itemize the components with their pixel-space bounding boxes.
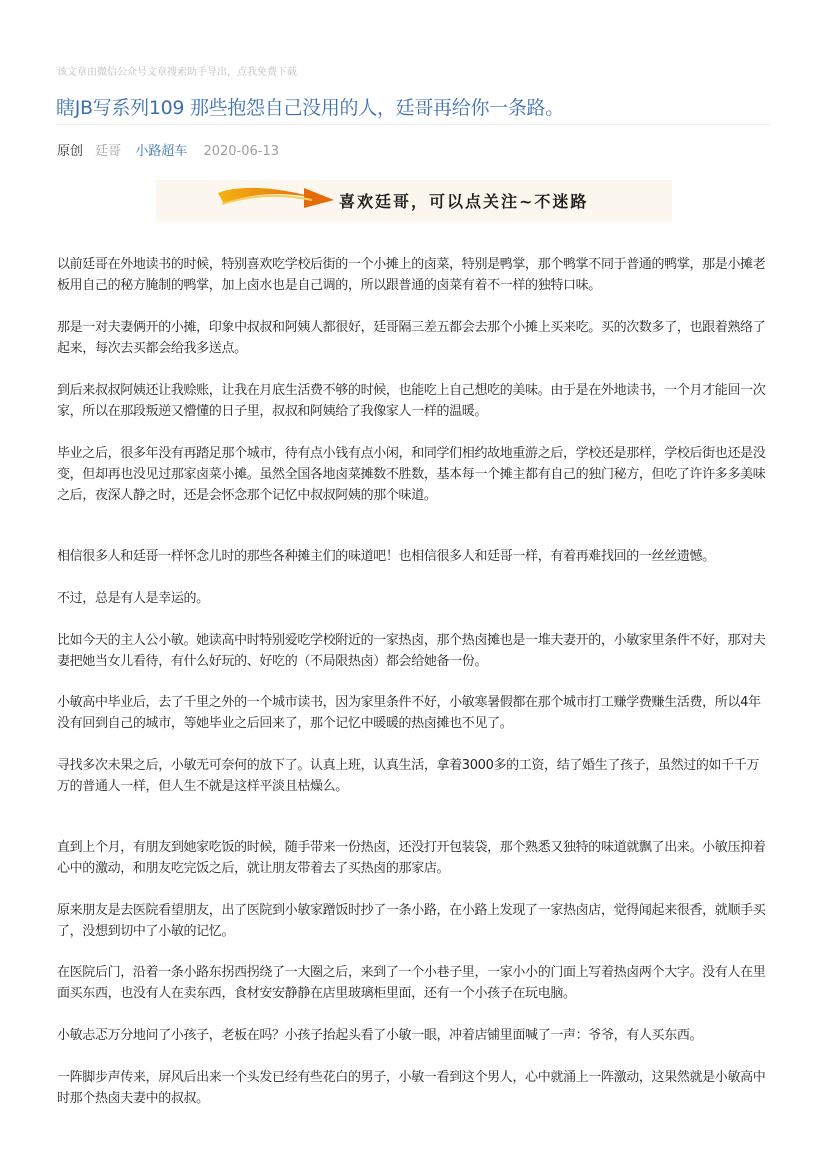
paragraph: 以前廷哥在外地读书的时候，特别喜欢吃学校后街的一个小摊上的卤菜，特别是鸭掌，那个鸭掌不同于普通的鸭掌，那是小摊老板用自己的秘方腌制的鸭掌，加上卤水也是自己调的，所以跟普通的卤菜有着不一样的独特口味。: [57, 257, 766, 293]
original-label: 原创: [57, 144, 84, 159]
paragraph: 相信很多人和廷哥一样怀念儿时的那些各种摊主们的味道吧！也相信很多人和廷哥一样，有着再难找回的一丝丝遗憾。: [57, 549, 715, 564]
paragraph: 毕业之后，很多年没有再踏足那个城市，待有点小钱有点小闲，和同学们相约故地重游之后，学校还是那样，学校后街也还是没变，但却再也没见过那家卤菜小摊。虽然全国各地卤菜摊数不胜数，基本每一个摊主都有自己的独门秘方，但吃了许许多多美味之后，夜深人静之时，还是会怀念那个记忆中叔叔阿姨的那个味道。: [57, 446, 766, 503]
paragraph: 那是一对夫妻俩开的小摊，印象中叔叔和阿姨人都很好，廷哥隔三差五都会去那个小摊上买来吃。买的次数多了，也跟着熟络了起来，每次去买都会给我多送点。: [57, 320, 766, 356]
follow-banner: [156, 180, 672, 222]
paragraph: 比如今天的主人公小敏。她读高中时特别爱吃学校附近的一家热卤，那个热卤摊也是一堆夫妻开的，小敏家里条件不好，那对夫妻把她当女儿看待，有什么好玩的、好吃的（不局限热卤）都会给她备一份。: [57, 633, 766, 669]
title-divider: [56, 124, 770, 125]
account-link[interactable]: 小路超车: [135, 144, 188, 159]
paragraph: 寻找多次未果之后，小敏无可奈何的放下了。认真上班，认真生活，拿着3000多的工资，结了婚生了孩子，虽然过的如千千万万的普通人一样，但人生不就是这样平淡且枯燥么。: [57, 758, 760, 794]
author-name: 廷哥: [95, 144, 122, 159]
export-notice-link[interactable]: 该文章由微信公众号文章搜索助手导出，点我免费下载: [57, 67, 297, 78]
paragraph: 到后来叔叔阿姨还让我赊账，让我在月底生活费不够的时候，也能吃上自己想吃的美味。由于是在外地读书，一个月才能回一次家，所以在那段叛逆又懵懂的日子里，叔叔和阿姨给了我像家人一样的温暖。: [57, 383, 766, 419]
paragraph: 在医院后门，沿着一条小路东拐西拐绕了一大圈之后，来到了一个小巷子里，一家小小的门面上写着热卤两个大字。没有人在里面买东西，也没有人在卖东西，食材安安静静在店里玻璃柜里面，还有一个小孩子在玩电脑。: [57, 965, 766, 1001]
paragraph: 小敏忐忑万分地问了小孩子，老板在吗？小孩子抬起头看了小敏一眼，冲着店铺里面喊了一声：爷爷，有人买东西。: [57, 1028, 703, 1043]
paragraph: 不过，总是有人是幸运的。: [57, 591, 209, 606]
publish-date: 2020-06-13: [203, 144, 280, 159]
paragraph: 直到上个月，有朋友到她家吃饭的时候，随手带来一份热卤，还没打开包装袋，那个熟悉又独特的味道就飘了出来。小敏压抑着心中的激动，和朋友吃完饭之后，就让朋友带着去了买热卤的那家店。: [57, 840, 766, 876]
banner-text: 喜欢廷哥，可以点关注~不迷路: [339, 192, 589, 211]
paragraph: 原来朋友是去医院看望朋友，出了医院到小敏家蹭饭时抄了一条小路，在小路上发现了一家热卤店，觉得闻起来很香，就顺手买了，没想到切中了小敏的记忆。: [57, 903, 766, 939]
article-title: 瞎JB写系列109 那些抱怨自己没用的人，廷哥再给你一条路。: [56, 97, 564, 119]
article-meta: [57, 140, 279, 159]
paragraph: 一阵脚步声传来，屏风后出来一个头发已经有些花白的男子，小敏一看到这个男人，心中就涌上一阵激动，这果然就是小敏高中时那个热卤夫妻中的叔叔。: [57, 1070, 766, 1106]
paragraph: 小敏高中毕业后，去了千里之外的一个城市读书，因为家里条件不好，小敏寒暑假都在那个城市打工赚学费赚生活费，所以4年没有回到自己的城市，等她毕业之后回来了，那个记忆中暖暖的热卤摊也不见了。: [57, 695, 761, 731]
